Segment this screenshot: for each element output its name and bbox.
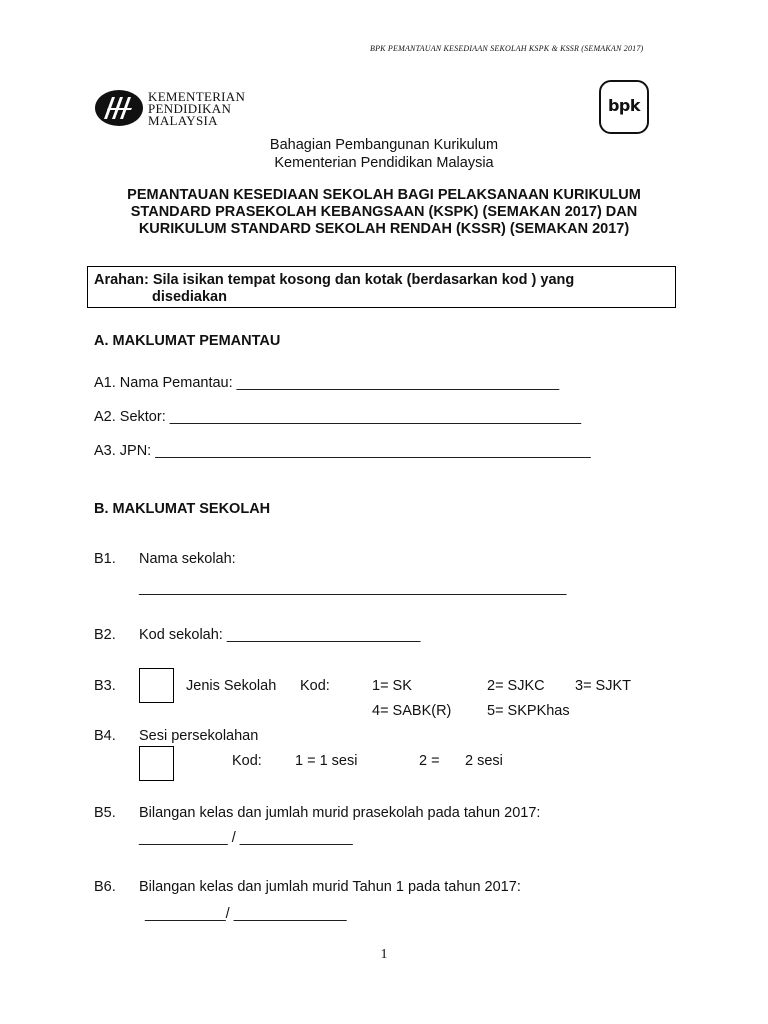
section-b-heading: B. MAKLUMAT SEKOLAH: [94, 501, 271, 517]
b4-code-box[interactable]: [139, 746, 174, 781]
b4-kod-label: Kod:: [232, 753, 262, 769]
section-a-heading: A. MAKLUMAT PEMANTAU: [94, 333, 281, 349]
title-line-2: STANDARD PRASEKOLAH KEBANGSAAN (KSPK) (SEMAKAN 2017) DAN: [130, 204, 638, 220]
b3-option-5: 5= SKPKhas: [487, 703, 570, 719]
title-line-3: KURIKULUM STANDARD SEKOLAH RENDAH (KSSR) (SEMAKAN 2017): [138, 221, 630, 237]
b2-number: B2.: [94, 627, 116, 643]
b3-option-2: 2= SJKC: [487, 678, 545, 694]
b4-option-1: 1 = 1 sesi: [295, 753, 358, 769]
ministry-logo-text: [148, 91, 245, 127]
b4-option-2-label: 2 sesi: [465, 753, 503, 769]
b5-number: B5.: [94, 805, 116, 821]
field-b5-prasekolah[interactable]: ___________ / ______________: [139, 830, 353, 846]
field-b6-tahun-1[interactable]: __________/ ______________: [145, 906, 347, 922]
instruction-line-1: Arahan: Sila isikan tempat kosong dan kotak (berdasarkan kod ) yang: [94, 272, 575, 288]
b3-label: Jenis Sekolah: [186, 678, 277, 694]
b4-option-2-code: 2 =: [419, 753, 440, 769]
ministry-logo: [94, 89, 144, 132]
title-line-1: PEMANTAUAN KESEDIAAN SEKOLAH BAGI PELAKSANAAN KURIKULUM: [127, 187, 641, 203]
instruction-line-2: disediakan: [152, 289, 227, 305]
logo-line-2: PENDIDIKAN: [148, 101, 232, 116]
field-a2-sektor[interactable]: A2. Sektor: ___________________________________________________: [94, 409, 582, 425]
b3-option-1: 1= SK: [372, 678, 412, 694]
ministry-emblem-icon: [94, 89, 144, 127]
b5-label: Bilangan kelas dan jumlah murid prasekolah pada tahun 2017:: [139, 805, 541, 821]
b4-label: Sesi persekolahan: [139, 728, 259, 744]
running-header: BPK PEMANTAUAN KESEDIAAN SEKOLAH KSPK & KSSR (SEMAKAN 2017): [370, 44, 644, 53]
bpk-logo-text: bpk: [607, 96, 641, 115]
b3-number: B3.: [94, 678, 116, 694]
org-line-2: Kementerian Pendidikan Malaysia: [274, 155, 494, 171]
org-line-1: Bahagian Pembangunan Kurikulum: [269, 137, 499, 153]
page-number: 1: [380, 947, 388, 962]
b4-number: B4.: [94, 728, 116, 744]
b1-number: B1.: [94, 551, 116, 567]
bpk-logo: [599, 80, 649, 134]
b3-option-3: 3= SJKT: [575, 678, 632, 694]
field-b1-nama-sekolah[interactable]: _____________________________________________________: [139, 580, 567, 596]
b1-label: Nama sekolah:: [139, 551, 236, 567]
field-a1-nama-pemantau[interactable]: A1. Nama Pemantau: ________________________________________: [94, 375, 560, 391]
logo-line-3: MALAYSIA: [148, 113, 218, 128]
field-a3-jpn[interactable]: A3. JPN: ______________________________________________________: [94, 443, 591, 459]
field-b2-kod-sekolah[interactable]: Kod sekolah: ________________________: [139, 627, 421, 643]
b6-label: Bilangan kelas dan jumlah murid Tahun 1 pada tahun 2017:: [139, 879, 521, 895]
b3-kod-label: Kod:: [300, 678, 330, 694]
b6-number: B6.: [94, 879, 116, 895]
b3-code-box[interactable]: [139, 668, 174, 703]
b3-option-4: 4= SABK(R): [372, 703, 452, 719]
logo-line-1: KEMENTERIAN: [148, 89, 246, 104]
